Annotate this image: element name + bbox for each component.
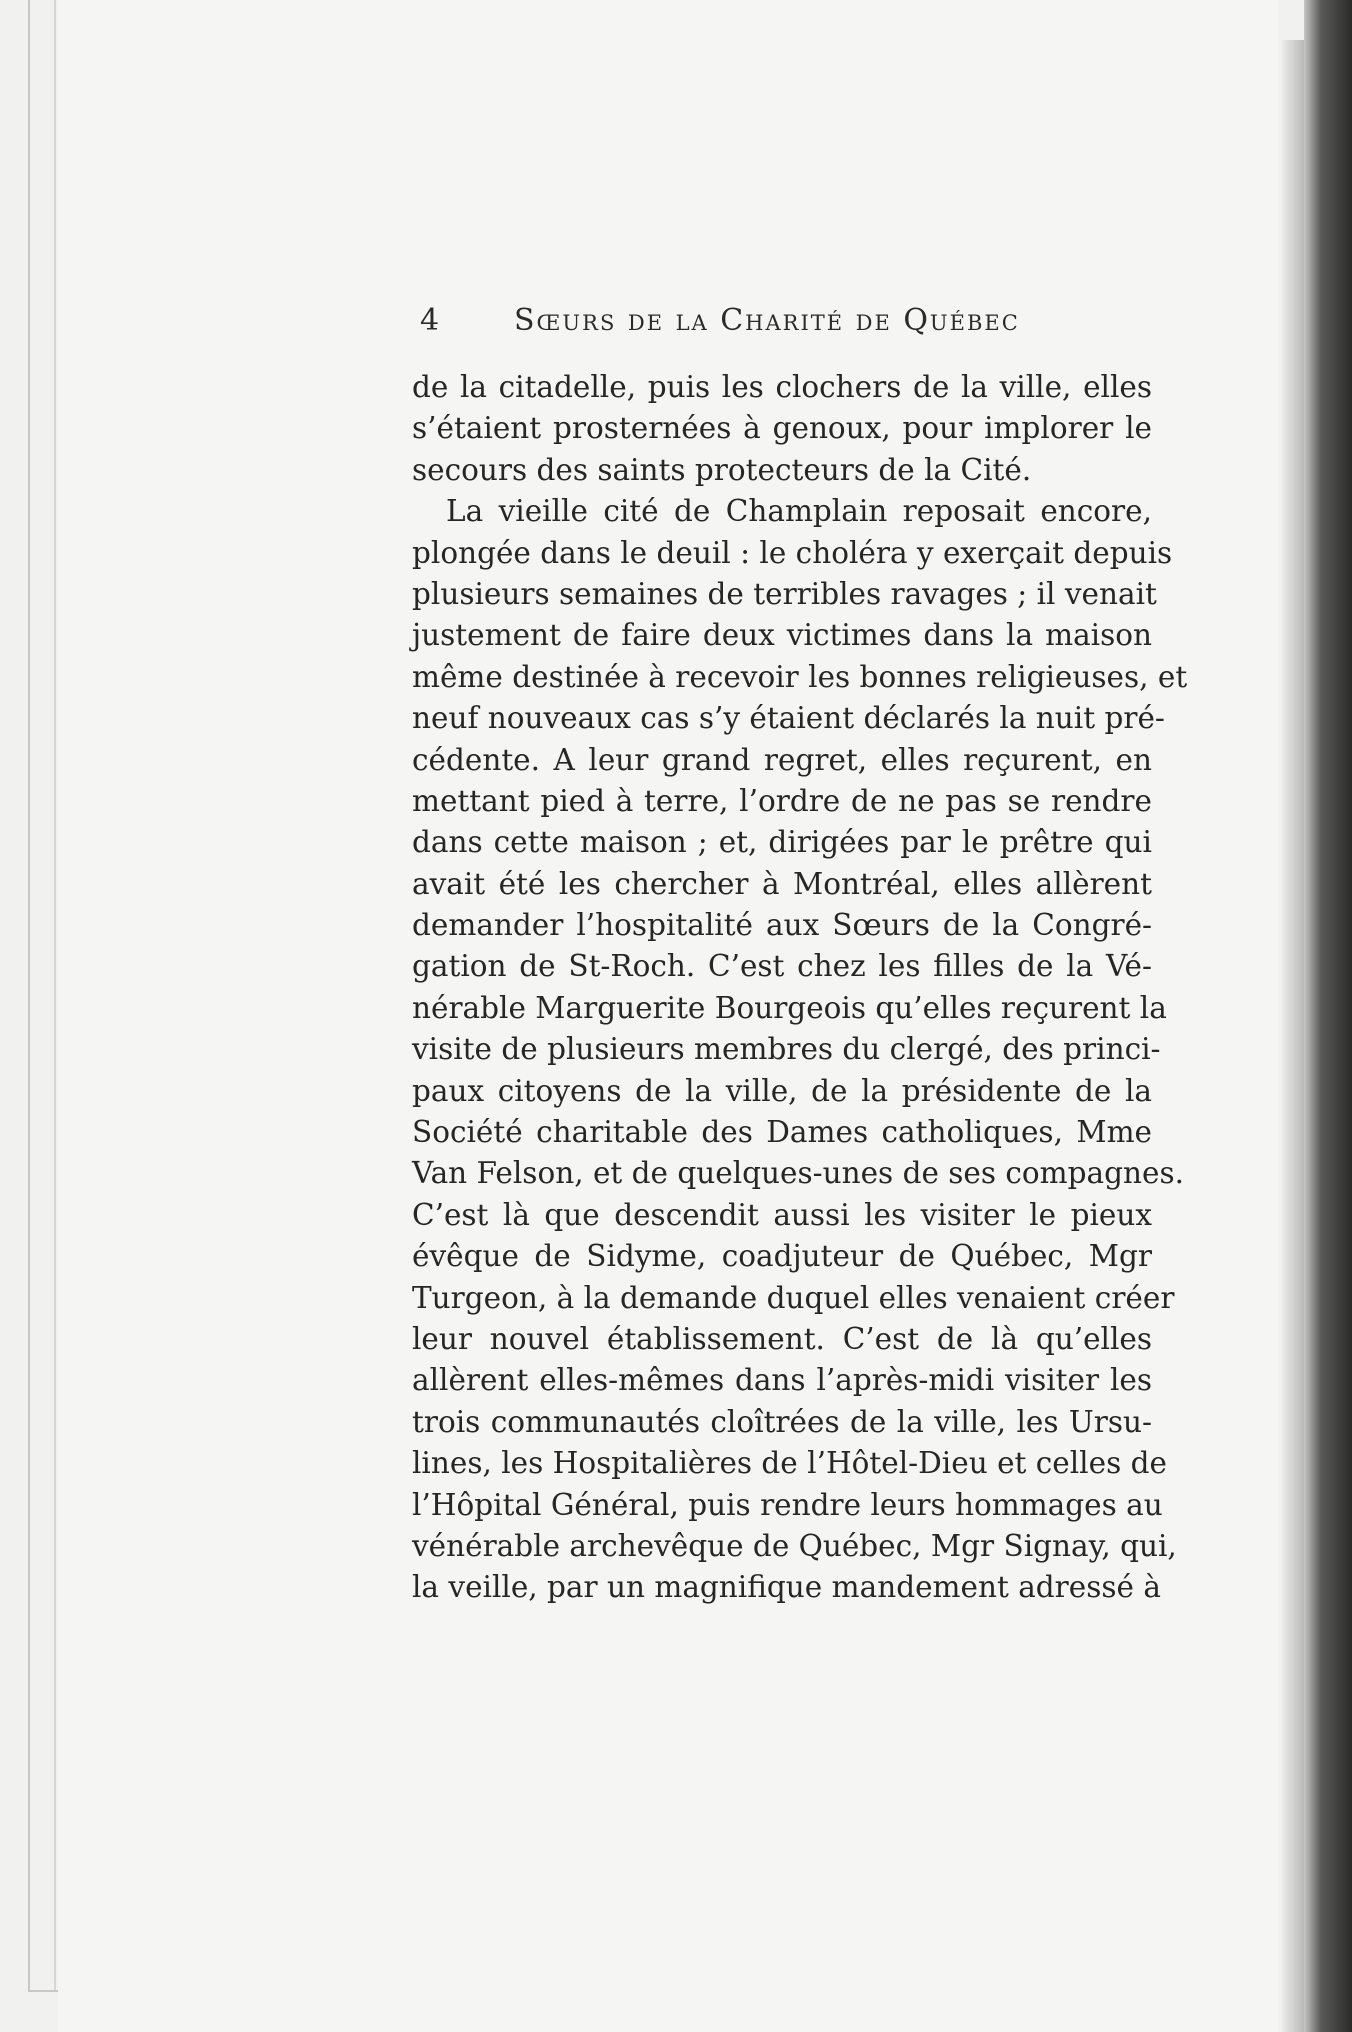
text-line: neuf nouveaux cas s’y étaient déclarés la nuit pré- bbox=[412, 701, 1165, 736]
text-line: trois communautés cloîtrées de la ville, les Ursu- bbox=[412, 1404, 1152, 1439]
text-line: leur nouvel établissement. C’est de là qu’elles bbox=[412, 1321, 1152, 1356]
binding-gutter bbox=[1304, 0, 1352, 2032]
next-leaf-shadow bbox=[1282, 40, 1304, 2032]
text-line: s’étaient prosternées à genoux, pour implorer le bbox=[412, 411, 1152, 446]
text-line: nérable Marguerite Bourgeois qu’elles reçurent la bbox=[412, 990, 1167, 1025]
text-line: la veille, par un magnifique mandement adressé à bbox=[412, 1570, 1161, 1605]
text-line: vénérable archevêque de Québec, Mgr Signay, qui, bbox=[412, 1528, 1177, 1563]
text-line: visite de plusieurs membres du clergé, des princi- bbox=[412, 1032, 1161, 1067]
running-title: Sœurs de la Charité de Québec bbox=[514, 303, 1020, 338]
text-line: l’Hôpital Général, puis rendre leurs hommages au bbox=[412, 1487, 1163, 1522]
text-line: paux citoyens de la ville, de la présidente de la bbox=[412, 1073, 1152, 1108]
text-line: Van Felson, et de quelques-unes de ses compagnes. bbox=[412, 1156, 1184, 1191]
text-line: plusieurs semaines de terribles ravages ; il venait bbox=[412, 576, 1157, 611]
text-line: justement de faire deux victimes dans la maison bbox=[412, 618, 1152, 653]
page-number: 4 bbox=[420, 303, 440, 338]
text-line: gation de St-Roch. C’est chez les filles de la Vé- bbox=[412, 949, 1152, 984]
text-line: C’est là que descendit aussi les visiter le pieux bbox=[412, 1197, 1152, 1232]
text-line: dans cette maison ; et, dirigées par le prêtre qui bbox=[412, 825, 1152, 860]
body-text bbox=[412, 367, 1188, 1609]
text-line: évêque de Sidyme, coadjuteur de Québec, Mgr bbox=[412, 1239, 1152, 1274]
page-edge-bottom bbox=[28, 1990, 62, 1992]
text-line: allèrent elles-mêmes dans l’après-midi visiter les bbox=[412, 1363, 1152, 1398]
text-line: avait été les chercher à Montréal, elles allèrent bbox=[412, 866, 1152, 901]
text-line: Turgeon, à la demande duquel elles venaient créer bbox=[412, 1280, 1175, 1315]
page-edge-left-inner bbox=[54, 0, 56, 1990]
text-line: de la citadelle, puis les clochers de la ville, elles bbox=[412, 370, 1152, 404]
text-line: demander l’hospitalité aux Sœurs de la Congré- bbox=[412, 908, 1152, 943]
text-line: même destinée à recevoir les bonnes religieuses, et bbox=[412, 659, 1188, 694]
running-head bbox=[420, 303, 1070, 343]
text-line: mettant pied à terre, l’ordre de ne pas se rendre bbox=[412, 783, 1152, 818]
text-line: plongée dans le deuil : le choléra y exerçait depuis bbox=[412, 535, 1173, 570]
page-edge-left bbox=[28, 0, 30, 1990]
text-line: Société charitable des Dames catholiques, Mme bbox=[412, 1115, 1152, 1150]
text-line: secours des saints protecteurs de la Cité. bbox=[412, 452, 1032, 487]
text-line: cédente. A leur grand regret, elles reçurent, en bbox=[412, 742, 1152, 777]
text-line: La vieille cité de Champlain reposait encore, bbox=[446, 494, 1152, 529]
text-line: lines, les Hospitalières de l’Hôtel-Dieu et celles de bbox=[412, 1446, 1167, 1481]
